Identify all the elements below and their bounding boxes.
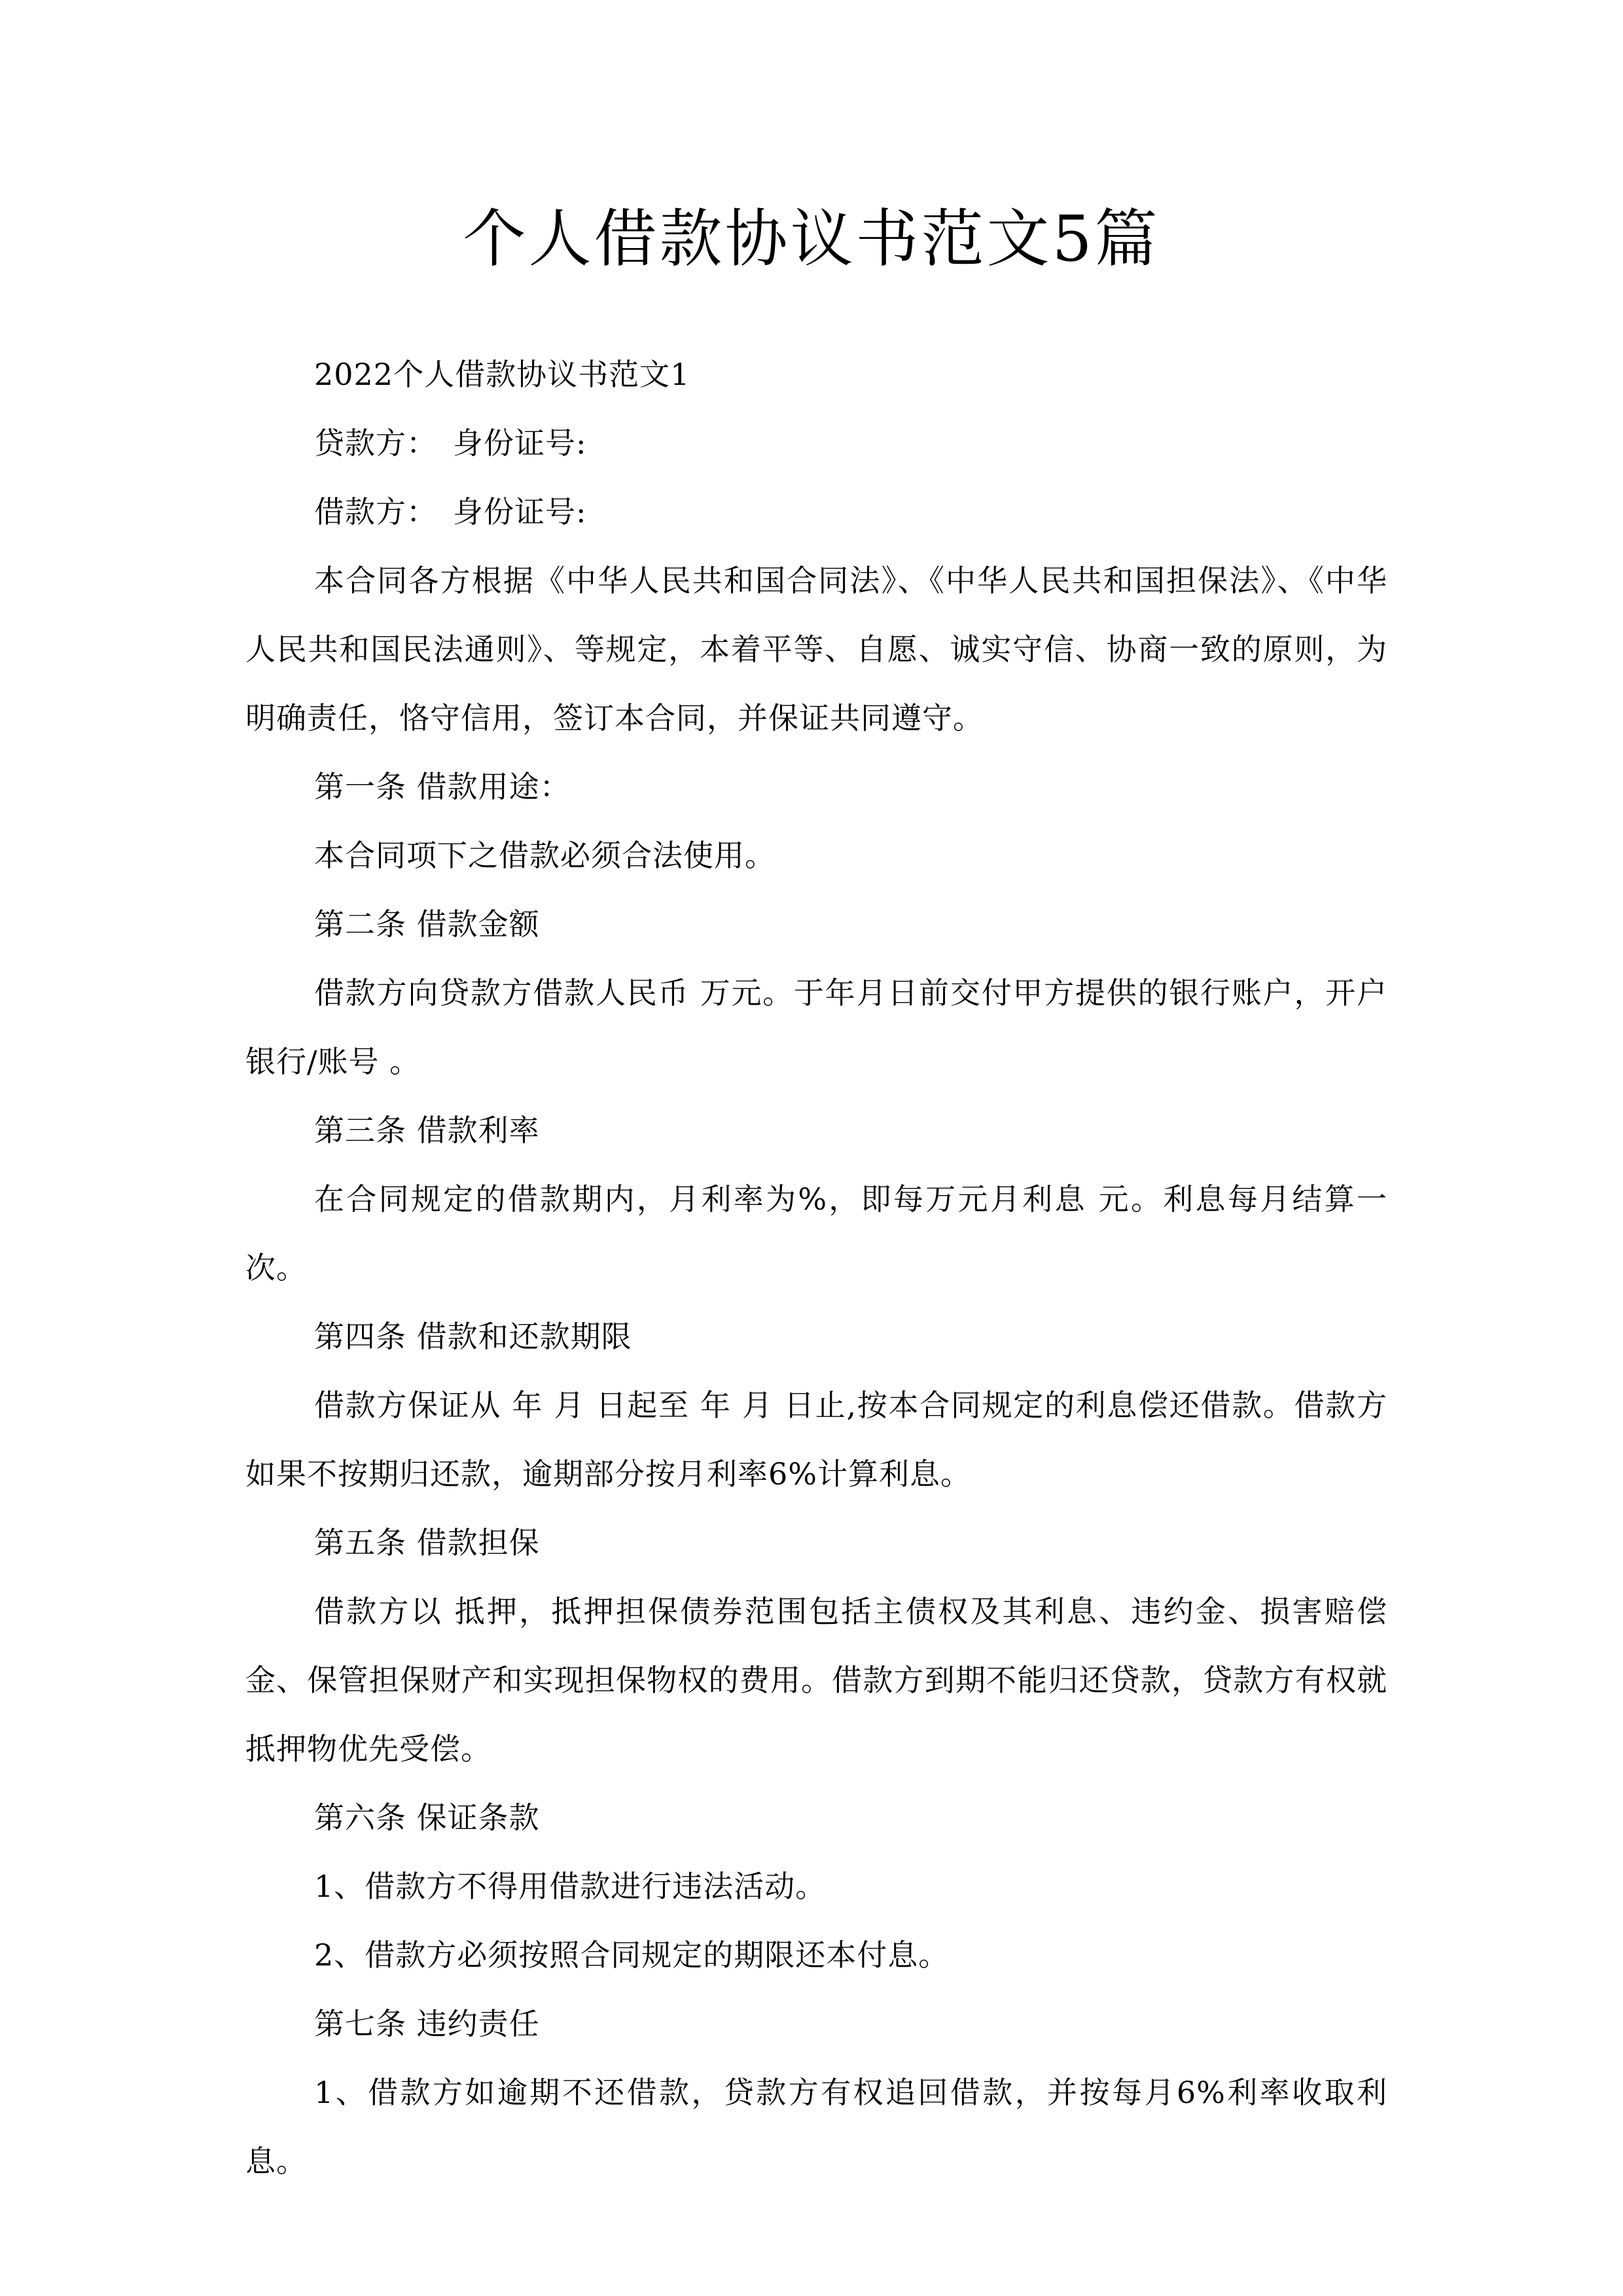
article-6-item-1: 1、借款方不得用借款进行违法活动。 (314, 1869, 827, 1904)
borrower-id-line: 借款方： 身份证号: (314, 494, 587, 529)
document-title: 个人借款协议书范文5篇 (463, 202, 1160, 276)
document-body (245, 340, 1387, 2196)
article-2-heading: 第二条 借款金额 (314, 906, 540, 942)
article-3-text: 在合同规定的借款期内，月利率为%，即每万元月利息 元。利息每月结算一次。 (245, 1181, 1387, 1285)
article-6-item-2: 2、借款方必须按照合同规定的期限还本付息。 (314, 1937, 950, 1973)
article-1-heading: 第一条 借款用途： (314, 769, 571, 804)
article-5-heading: 第五条 借款担保 (314, 1525, 540, 1560)
article-5-text: 借款方以 抵押，抵押担保债券范围包括主债权及其利息、违约金、损害赔偿金、保管担保财产和实现担保物权的费用。借款方到期不能归还贷款，贷款方有权就抵押物优先受偿。 (245, 1594, 1387, 1767)
article-7-item-1: 1、借款方如逾期不还借款，贷款方有权追回借款，并按每月6%利率收取利息。 (245, 2075, 1387, 2179)
article-6-heading: 第六条 保证条款 (314, 1800, 540, 1835)
article-2-text: 借款方向贷款方借款人民币 万元。于年月日前交付甲方提供的银行账户，开户银行/账号 。 (245, 975, 1387, 1079)
article-4-heading: 第四条 借款和还款期限 (314, 1319, 632, 1354)
article-7-heading: 第七条 违约责任 (314, 2006, 540, 2041)
preamble-paragraph: 本合同各方根据《中华人民共和国合同法》、《中华人民共和国担保法》、《中华人民共和国民法通则》、等规定，本着平等、自愿、诚实守信、协商一致的原则，为明确责任，恪守信用，签订本合同，并保证共同遵守。 (245, 563, 1387, 736)
article-4-text: 借款方保证从 年 月 日起至 年 月 日止,按本合同规定的利息偿还借款。借款方如果不按期归还款，逾期部分按月利率6%计算利息。 (245, 1388, 1387, 1492)
section-heading-sample-1: 2022个人借款协议书范文1 (314, 357, 690, 392)
article-1-text: 本合同项下之借款必须合法使用。 (314, 838, 776, 873)
lender-id-line: 贷款方： 身份证号: (314, 425, 587, 461)
article-3-heading: 第三条 借款利率 (314, 1113, 540, 1148)
